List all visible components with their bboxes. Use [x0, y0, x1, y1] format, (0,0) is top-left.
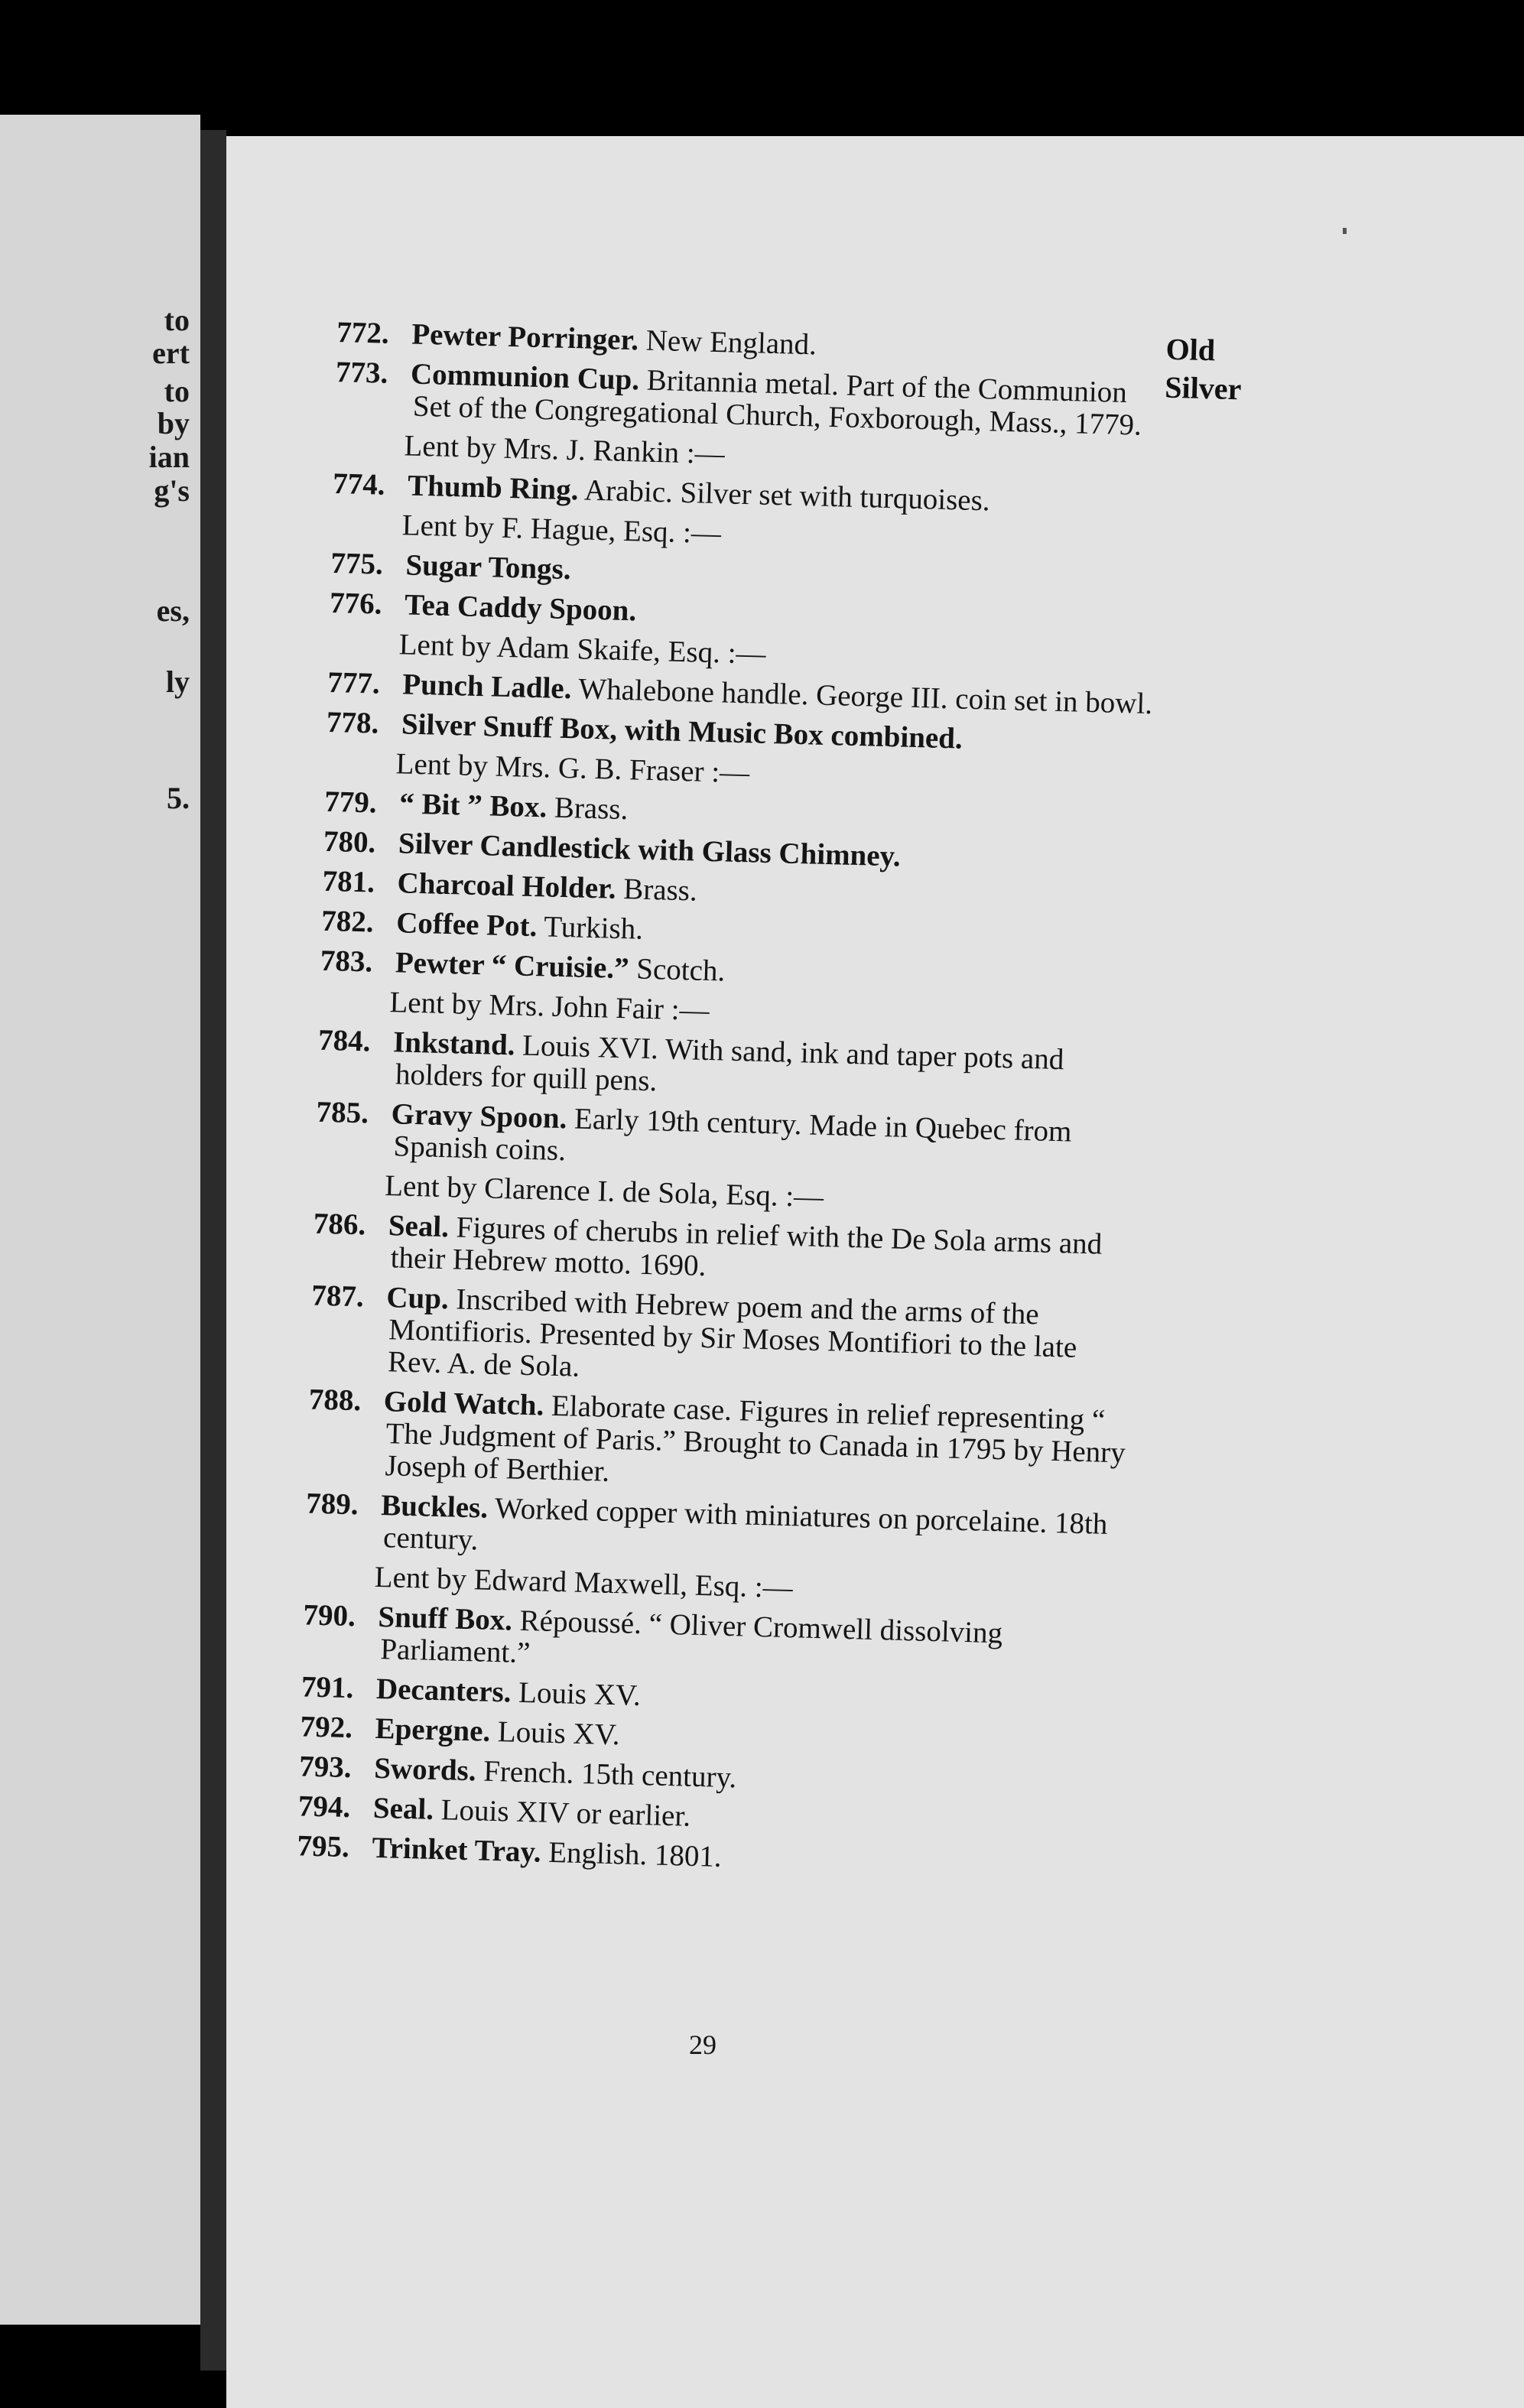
entry-description: Brass.: [554, 791, 629, 827]
entry-description: Louis XV.: [518, 1675, 642, 1712]
entry-number: 776.: [329, 586, 382, 621]
page-number: 29: [689, 2029, 717, 2060]
entry-title: Charcoal Holder.: [397, 866, 617, 905]
catalogue-entry: [302, 1599, 1129, 1685]
lender-line: Lent by Clarence I. de Sola, Esq. :—: [384, 1169, 824, 1214]
entry-title: Pewter “ Cruisie.”: [395, 946, 630, 986]
margin-heading: [1165, 330, 1243, 409]
entry-number: 794.: [297, 1789, 351, 1825]
entry-title: Tea Caddy Spoon.: [404, 588, 637, 628]
entry-title: Cup.: [385, 1281, 450, 1316]
entry-description: Inscribed with Hebrew poem and the arms of the Montifioris. Presented by Sir Moses Montifiori to the late Rev. A. de Sola.: [387, 1282, 1077, 1383]
left-page-fragment: ert: [152, 336, 190, 370]
entry-description: Louis XVI. With sand, ink and taper pots and holders for quill pens.: [395, 1029, 1064, 1098]
catalogue-entry: [310, 1280, 1138, 1398]
page-gutter: [200, 130, 226, 2371]
entry-title: Buckles.: [380, 1489, 489, 1525]
entry-description: Early 19th century. Made in Quebec from Spanish coins.: [393, 1102, 1072, 1168]
left-page-fragment: es,: [156, 593, 190, 628]
lender-line: Lent by F. Hague, Esq. :—: [401, 509, 722, 551]
entry-title: Swords.: [373, 1751, 477, 1788]
entry-title: Silver Candlestick with Glass Chimney.: [398, 827, 902, 873]
entry-description: Scotch.: [635, 952, 726, 988]
entry-title: Snuff Box.: [377, 1600, 513, 1637]
entry-number: 795.: [297, 1829, 350, 1864]
entry-number: 774.: [332, 466, 386, 502]
entry-title: “ Bit ” Box.: [398, 787, 548, 824]
entry-description: Whalebone handle. George III. coin set in bowl.: [577, 672, 1153, 721]
entry-number: 784.: [317, 1023, 372, 1058]
lender-line: Lent by Edward Maxwell, Esq. :—: [374, 1560, 794, 1605]
entry-number: 791.: [301, 1670, 354, 1705]
entry-number: 779.: [323, 785, 378, 820]
catalogue-entry: [307, 1384, 1135, 1502]
margin-heading-line: Old: [1165, 331, 1216, 368]
entry-description: French. 15th century.: [483, 1754, 737, 1795]
entry-description: Arabic. Silver set with turquoises.: [583, 473, 991, 518]
entry-description: Louis XIV or earlier.: [440, 1793, 691, 1833]
left-page-fragment: ian: [148, 440, 190, 474]
entry-description: Louis XV.: [497, 1715, 621, 1752]
entry-description: Répoussé. “ Oliver Cromwell dissolving Parliament.”: [379, 1604, 1003, 1670]
margin-heading-line: Silver: [1164, 369, 1242, 407]
entry-number: 789.: [305, 1487, 359, 1522]
entry-description: Brass.: [622, 873, 698, 908]
entry-title: Silver Snuff Box, with Music Box combined.: [401, 707, 963, 756]
entry-title: Epergne.: [375, 1711, 491, 1748]
entry-title: Coffee Pot.: [395, 906, 538, 944]
entry-number: 790.: [302, 1598, 356, 1633]
left-page-fragment: to: [164, 374, 190, 408]
catalogue-entries: [297, 317, 1163, 1892]
entry-title: Pewter Porringer.: [411, 317, 639, 357]
left-page-fragment: ly: [165, 665, 190, 699]
entry-number: 783.: [320, 944, 373, 979]
entry-number: 792.: [300, 1710, 353, 1745]
entry-description: Figures of cherubs in relief with the De Sola arms and their Hebrew motto. 1690.: [390, 1210, 1103, 1283]
entry-title: Trinket Tray.: [372, 1831, 542, 1869]
entry-number: 772.: [336, 316, 390, 350]
entry-title: Gravy Spoon.: [391, 1097, 567, 1136]
entry-title: Sugar Tongs.: [405, 548, 572, 587]
lender-line: Lent by Mrs. John Fair :—: [388, 986, 710, 1028]
entry-number: 786.: [313, 1207, 366, 1242]
left-page-fragment: g's: [154, 473, 190, 508]
entry-number: 775.: [330, 546, 384, 581]
entry-description: English. 1801.: [548, 1835, 723, 1873]
entry-title: Thumb Ring.: [407, 469, 579, 507]
entry-number: 773.: [335, 355, 388, 390]
left-page-edge: [0, 115, 200, 2325]
entry-number: 778.: [326, 705, 379, 740]
lender-line: Lent by Mrs. G. B. Fraser :—: [395, 747, 750, 790]
left-page-fragment: to: [164, 303, 190, 337]
entry-title: Communion Cup.: [410, 357, 640, 397]
catalogue-entry: [312, 1208, 1139, 1294]
entry-number: 781.: [322, 864, 375, 899]
catalogue-page: [226, 136, 1524, 2408]
entry-number: 780.: [323, 824, 376, 860]
catalogue-entry: [305, 1487, 1132, 1573]
entry-number: 793.: [298, 1750, 353, 1785]
entry-description: Elaborate case. Figures in relief representing “ The Judgment of Paris.” Brought to Canada in 1795 by Henry Joseph of Berthier.: [385, 1389, 1126, 1488]
entry-title: Decanters.: [375, 1672, 512, 1709]
lender-line: Lent by Mrs. J. Rankin :—: [404, 429, 726, 471]
entry-number: 782.: [320, 904, 375, 939]
entry-description: Turkish.: [543, 910, 644, 946]
catalogue-entry: [317, 1025, 1145, 1110]
entry-title: Punch Ladle.: [401, 668, 572, 706]
entry-number: 788.: [308, 1383, 362, 1418]
lender-line: Lent by Adam Skaife, Esq. :—: [398, 628, 767, 671]
catalogue-entry: [334, 356, 1162, 442]
catalogue-entry: [315, 1097, 1142, 1182]
left-page-fragment: 5.: [167, 781, 190, 815]
ink-speck: [1343, 228, 1347, 234]
entry-number: 787.: [310, 1279, 365, 1314]
left-page-fragment: by: [157, 406, 190, 440]
entry-number: 777.: [327, 665, 381, 700]
entry-number: 785.: [316, 1095, 369, 1130]
entry-title: Gold Watch.: [383, 1385, 544, 1422]
entry-title: Inkstand.: [392, 1025, 516, 1062]
entry-description: Worked copper with miniatures on porcelaine. 18th century.: [382, 1491, 1108, 1557]
entry-description: New England.: [645, 323, 817, 362]
entry-description: Britannia metal. Part of the Communion Set of the Congregational Church, Foxborough, Mass., 1779.: [412, 363, 1142, 442]
entry-title: Seal.: [372, 1791, 434, 1826]
entry-title: Seal.: [388, 1209, 450, 1244]
